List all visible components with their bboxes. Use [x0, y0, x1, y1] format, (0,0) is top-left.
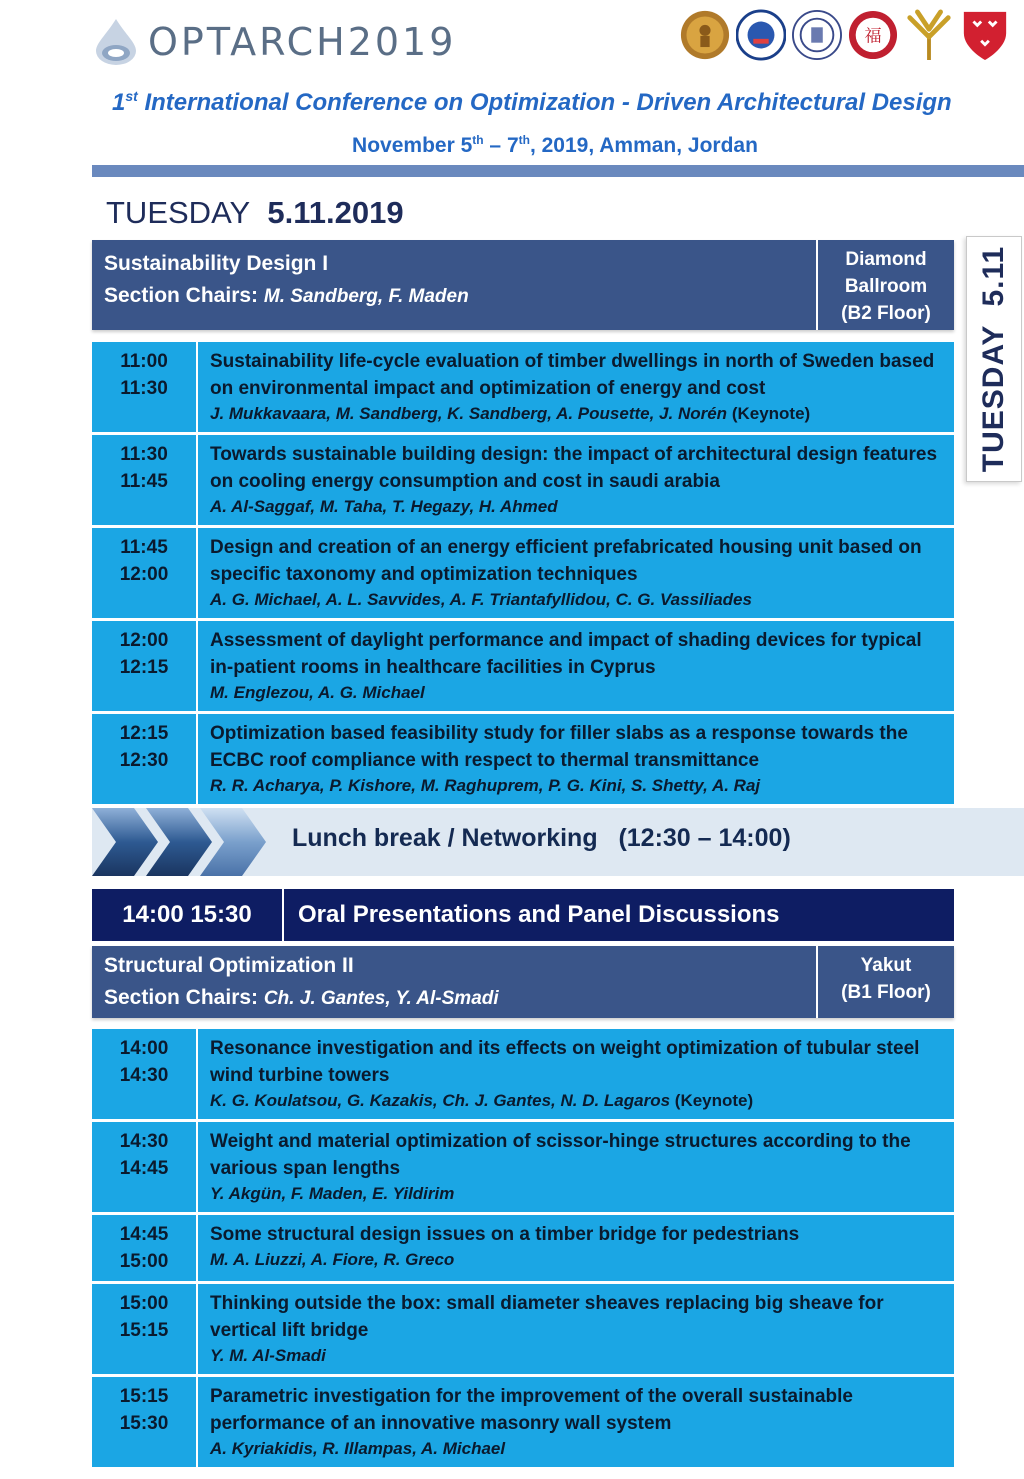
- talk-row: [92, 1284, 954, 1374]
- talk-time: 15:15 15:30: [92, 1377, 198, 1467]
- talk-time: 12:00 12:15: [92, 621, 198, 711]
- talk-time: 14:00 14:30: [92, 1029, 198, 1119]
- conference-title: 1st International Conference on Optimization - Driven Architectural Design: [112, 88, 952, 116]
- talk-title: Design and creation of an energy efficient prefabricated housing unit based on specific taxonomy and optimization techniques: [210, 537, 922, 585]
- talk-authors: M. Englezou, A. G. Michael: [210, 683, 425, 702]
- talk-time: 11:45 12:00: [92, 528, 198, 618]
- talk-title: Some structural design issues on a timber bridge for pedestrians: [210, 1224, 800, 1245]
- talk-row: [92, 621, 954, 711]
- talk-row: [92, 1377, 954, 1467]
- talk-authors: J. Mukkavaara, M. Sandberg, K. Sandberg, A. Pousette, J. Norén (Keynote): [210, 404, 811, 423]
- drop-logo-icon: [92, 17, 140, 67]
- optarch-logo: [92, 14, 456, 70]
- talk-authors: K. G. Koulatsou, G. Kazakis, Ch. J. Gantes, N. D. Lagaros (Keynote): [210, 1091, 754, 1110]
- talk-title: Optimization based feasibility study for filler slabs as a response towards the ECBC roof compliance with respect to thermal transmittance: [210, 723, 908, 771]
- talk-row: [92, 714, 954, 804]
- talk-row: [92, 342, 954, 432]
- talk-authors: M. A. Liuzzi, A. Fiore, R. Greco: [210, 1250, 455, 1269]
- session-room: Diamond Ballroom (B2 Floor): [816, 240, 954, 330]
- talk-authors: A. Kyriakidis, R. Illampas, A. Michael: [210, 1439, 506, 1458]
- talk-title: Parametric investigation for the improvement of the overall sustainable performance of an innovative masonry wall system: [210, 1386, 854, 1434]
- talk-authors: A. G. Michael, A. L. Savvides, A. F. Triantafyllidou, C. G. Vassiliades: [210, 590, 752, 609]
- partner-logos: [680, 10, 1010, 60]
- oral-time: 14:00 15:30: [92, 889, 284, 941]
- talk-authors: A. Al-Saggaf, M. Taha, T. Hegazy, H. Ahmed: [210, 497, 558, 516]
- talk-row: [92, 435, 954, 525]
- oral-session-bar: [92, 889, 954, 941]
- logo-text: OPTARCH2019: [148, 20, 457, 64]
- talk-row: [92, 528, 954, 618]
- session-header: [92, 946, 954, 1018]
- university-seal-red-icon: [848, 10, 898, 60]
- talk-row: [92, 1122, 954, 1212]
- session-chairs: Section Chairs: Ch. J. Gantes, Y. Al-Smadi: [104, 986, 499, 1009]
- day-heading: TUESDAY 5.11.2019: [106, 195, 404, 230]
- gold-medal-icon: [680, 10, 730, 60]
- talk-title: Sustainability life-cycle evaluation of timber dwellings in north of Sweden based on environmental impact and optimization of energy and cost: [210, 351, 935, 399]
- session-chairs: Section Chairs: M. Sandberg, F. Maden: [104, 284, 469, 307]
- session-name: Structural Optimization II: [104, 954, 354, 977]
- talk-time: 14:45 15:00: [92, 1215, 198, 1281]
- session-name: Sustainability Design I: [104, 252, 329, 275]
- talk-title: Towards sustainable building design: the impact of architectural design features on cooling energy consumption and cost in saudi arabia: [210, 444, 938, 492]
- talk-title: Weight and material optimization of scissor-hinge structures according to the various span lengths: [210, 1131, 911, 1179]
- session-room: Yakut (B1 Floor): [816, 946, 954, 1018]
- talk-authors: R. R. Acharya, P. Kishore, M. Raghuprem, P. G. Kini, S. Shetty, A. Raj: [210, 776, 761, 795]
- day-side-tab: TUESDAY 5.11: [966, 236, 1022, 482]
- shield-logo-icon: [960, 10, 1010, 60]
- talk-time: 11:30 11:45: [92, 435, 198, 525]
- conference-date: November 5th – 7th, 2019, Amman, Jordan: [352, 133, 758, 157]
- lunch-banner: [92, 808, 1024, 876]
- talk-title: Assessment of daylight performance and impact of shading devices for typical in-patient rooms in healthcare facilities in Cyprus: [210, 630, 922, 678]
- talk-row: [92, 1215, 954, 1281]
- arrows-icon: [92, 804, 282, 880]
- talk-time: 15:00 15:15: [92, 1284, 198, 1374]
- lunch-label: Lunch break / Networking (12:30 – 14:00): [292, 824, 791, 852]
- oral-name: Oral Presentations and Panel Discussions: [298, 901, 780, 928]
- talk-title: Thinking outside the box: small diameter sheaves replacing big sheave for vertical lift bridge: [210, 1293, 884, 1341]
- talk-time: 14:30 14:45: [92, 1122, 198, 1212]
- talk-title: Resonance investigation and its effects on weight optimization of tubular steel wind turbine towers: [210, 1038, 920, 1086]
- talk-row: [92, 1029, 954, 1119]
- talk-time: 11:00 11:30: [92, 342, 198, 432]
- talk-authors: Y. Akgün, F. Maden, E. Yildirim: [210, 1184, 455, 1203]
- session-header: [92, 240, 954, 330]
- svg-text:福: 福: [864, 26, 882, 47]
- university-seal-blue-icon: [736, 10, 786, 60]
- header-divider: [92, 165, 1024, 177]
- polytechnic-seal-icon: [792, 10, 842, 60]
- talk-time: 12:15 12:30: [92, 714, 198, 804]
- tree-logo-icon: [904, 10, 954, 60]
- talk-authors: Y. M. Al-Smadi: [210, 1346, 326, 1365]
